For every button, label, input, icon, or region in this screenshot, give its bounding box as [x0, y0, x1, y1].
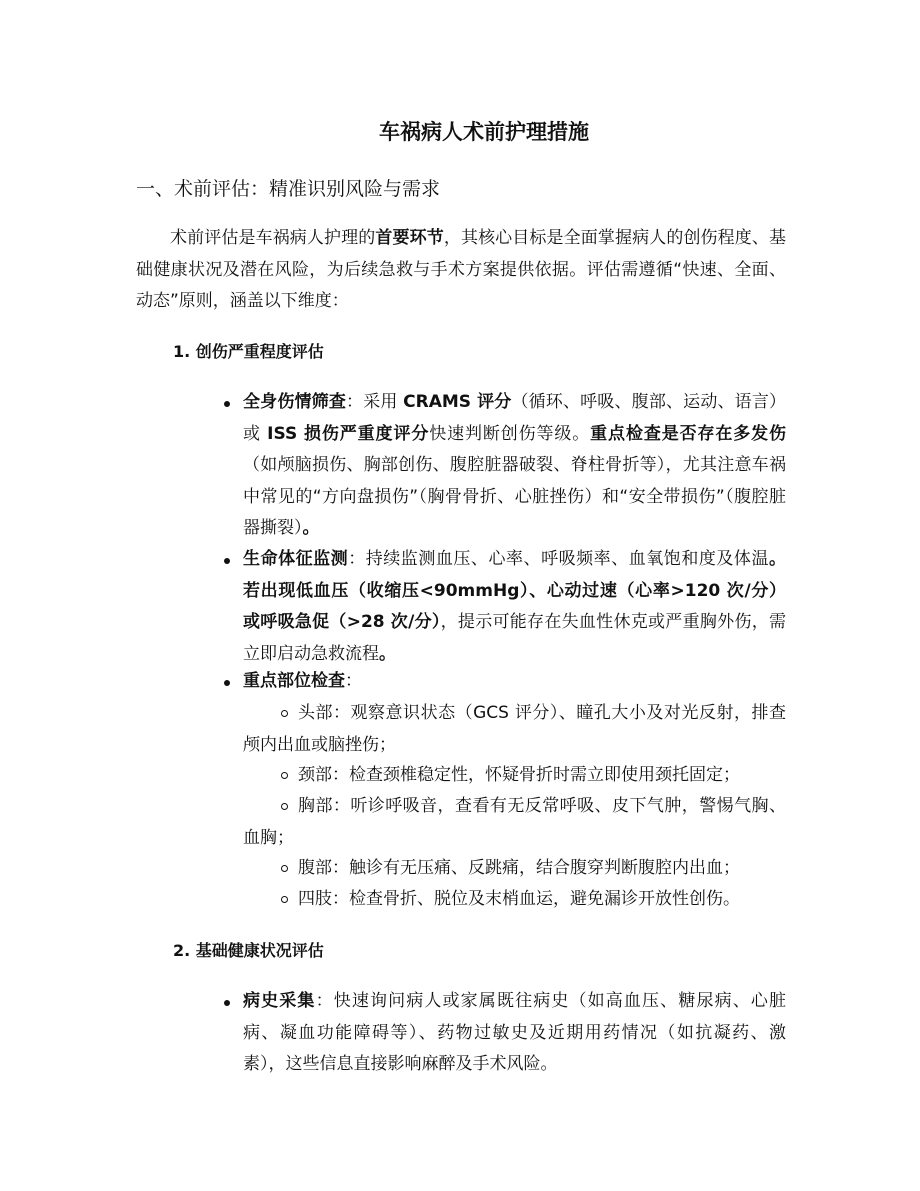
list-item-injury-screening: 全身伤情筛查：采用 CRAMS 评分（循环、呼吸、腹部、运动、语言）或 ISS 损伤严重度评分快速判断创伤等级。重点检查是否存在多发伤（如颅脑损伤、胸部创伤、腹腔脏器破裂、脊柱骨折等），尤其注意车祸中常见的“方向盘损伤”（胸骨骨折、心脏挫伤）和“安全带损伤”（腹腔脏器撕裂）。 — [188, 387, 786, 545]
document-title: 车祸病人术前护理措施 — [379, 120, 589, 144]
sub-list-item-head: 头部：观察意识状态（GCS 评分）、瞳孔大小及对光反射，排查颅内出血或脑挫伤； — [243, 703, 786, 755]
circle-bullet-icon — [281, 896, 288, 903]
sub-list-item-chest: 胸部：听诊呼吸音，查看有无反常呼吸、皮下气肿，警惕气胸、血胸； — [243, 796, 786, 848]
sub-list-item-neck: 颈部：检查颈椎稳定性，怀疑骨折时需立即使用颈托固定； — [243, 760, 786, 792]
bullet-icon — [224, 680, 230, 686]
intro-paragraph: 术前评估是车祸病人护理的首要环节，其核心目标是全面掌握病人的创伤程度、基础健康状况及潜在风险，为后续急救与手术方案提供依据。评估需遵循“快速、全面、动态”原则，涵盖以下维度： — [136, 228, 787, 311]
circle-bullet-icon — [281, 865, 288, 872]
circle-bullet-icon — [281, 803, 288, 810]
subsection-heading-1: 1. 创伤严重程度评估 — [173, 342, 324, 361]
section-heading: 一、术前评估：精准识别风险与需求 — [136, 178, 441, 200]
bullet-icon — [224, 401, 230, 407]
bullet-icon — [224, 1000, 230, 1006]
list-item-key-area-check: 重点部位检查： — [188, 666, 786, 698]
list-item-vital-signs: 生命体征监测：持续监测血压、心率、呼吸频率、血氧饱和度及体温。若出现低血压（收缩压<90mmHg）、心动过速（心率>120 次/分）或呼吸急促（>28 次/分），提示可能存在失血性休克或严重胸外伤，需立即启动急救流程。 — [188, 544, 786, 670]
circle-bullet-icon — [281, 772, 288, 779]
sub-list-item-limbs: 四肢：检查骨折、脱位及末梢血运，避免漏诊开放性创伤。 — [243, 884, 786, 916]
subsection-heading-2: 2. 基础健康状况评估 — [173, 941, 324, 960]
list-item-medical-history: 病史采集：快速询问病人或家属既往病史（如高血压、糖尿病、心脏病、凝血功能障碍等）、药物过敏史及近期用药情况（如抗凝药、激素），这些信息直接影响麻醉及手术风险。 — [188, 986, 786, 1081]
circle-bullet-icon — [281, 710, 288, 717]
sub-list-item-abdomen: 腹部：触诊有无压痛、反跳痛，结合腹穿判断腹腔内出血； — [243, 853, 786, 885]
bullet-icon — [224, 558, 230, 564]
